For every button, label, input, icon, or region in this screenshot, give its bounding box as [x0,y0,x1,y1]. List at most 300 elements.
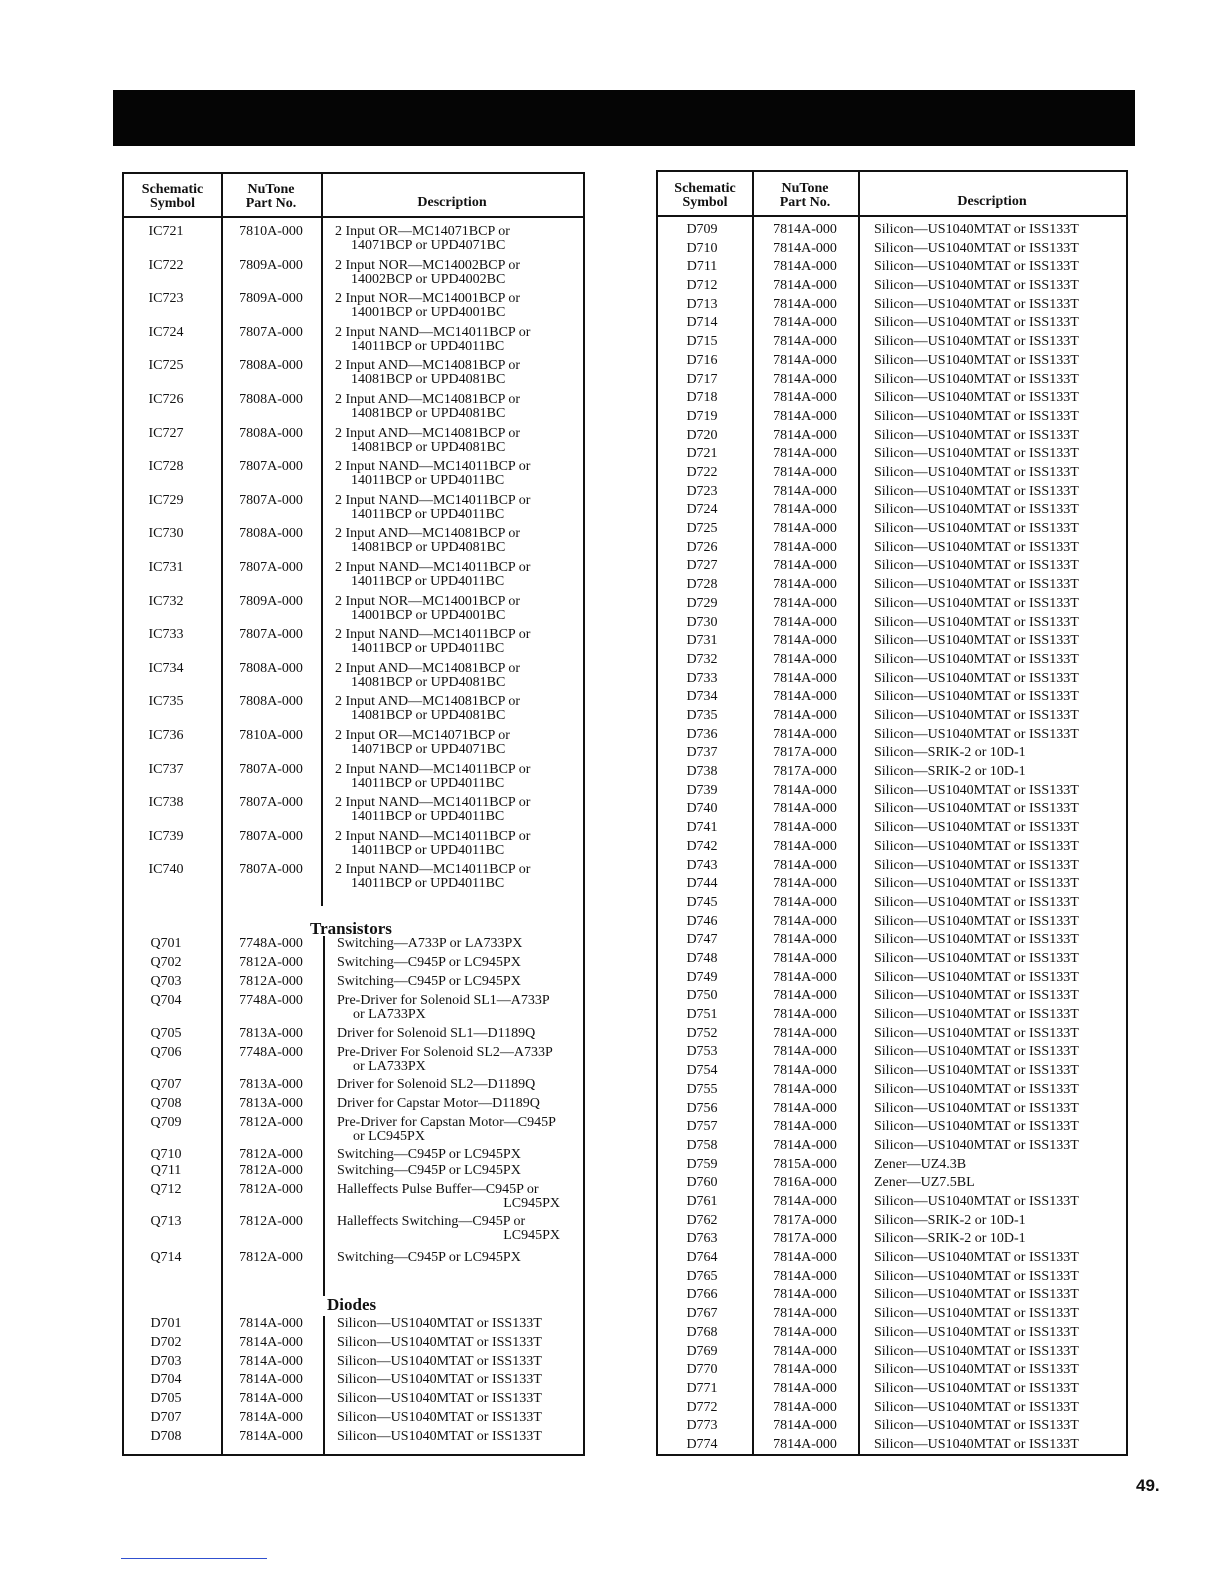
description: Silicon—US1040MTAT or ISS133T [874,895,1079,910]
parts-table-right [656,170,1128,1456]
schematic-symbol: D744 [686,876,718,891]
schematic-symbol: D765 [686,1269,718,1284]
description-line1: 2 Input AND—MC14081BCP or [335,661,521,676]
schematic-symbol: D747 [686,932,718,947]
description-line1: 2 Input NAND—MC14011BCP or [335,829,531,844]
part-number: 7814A-000 [773,932,837,947]
description: Silicon—US1040MTAT or ISS133T [874,633,1079,648]
schematic-symbol: D722 [686,465,718,480]
description-line1: 2 Input OR—MC14071BCP or [335,224,510,239]
schematic-symbol: IC734 [148,661,184,676]
schematic-symbol: D772 [686,1400,718,1415]
table-header [658,172,1126,217]
schematic-symbol: IC723 [148,291,184,306]
part-number: 7814A-000 [239,1372,303,1387]
description: Silicon—US1040MTAT or ISS133T [874,446,1079,461]
schematic-symbol: IC725 [148,358,184,373]
description: Silicon—US1040MTAT or ISS133T [874,315,1079,330]
description: Silicon—US1040MTAT or ISS133T [874,502,1079,517]
description-line2: 14011BCP or UPD4011BC [351,843,505,858]
description-line2: LC945PX [503,1228,560,1243]
part-number: 7814A-000 [773,1418,837,1433]
description-line1: Switching—C945P or LC945PX [337,955,521,970]
part-number: 7809A-000 [239,594,303,609]
schematic-symbol: D708 [150,1429,182,1444]
column-divider [323,1316,325,1454]
schematic-symbol: D725 [686,521,718,536]
part-number: 7814A-000 [773,577,837,592]
description: Silicon—US1040MTAT or ISS133T [874,932,1079,947]
description-line1: 2 Input NAND—MC14011BCP or [335,560,531,575]
description: Silicon—SRIK-2 or 10D-1 [874,1213,1026,1228]
part-number: 7807A-000 [239,459,303,474]
description-line1: Driver for Solenoid SL1—D1189Q [337,1026,536,1041]
description: Silicon—US1040MTAT or ISS133T [874,708,1079,723]
schematic-symbol: D732 [686,652,718,667]
column-divider [323,936,325,1296]
description: Silicon—US1040MTAT or ISS133T [874,1418,1079,1433]
schematic-symbol: IC737 [148,762,184,777]
part-number: 7814A-000 [773,1344,837,1359]
description: Silicon—US1040MTAT or ISS133T [874,1306,1079,1321]
part-number: 7813A-000 [239,1077,303,1092]
schematic-symbol: Q708 [150,1096,182,1111]
schematic-symbol: D719 [686,409,718,424]
description: Silicon—US1040MTAT or ISS133T [337,1354,542,1369]
schematic-symbol: IC726 [148,392,184,407]
part-number: 7809A-000 [239,258,303,273]
part-number: 7814A-000 [773,988,837,1003]
schematic-symbol: D702 [150,1335,182,1350]
schematic-symbol: D740 [686,801,718,816]
part-number: 7808A-000 [239,661,303,676]
schematic-symbol: D715 [686,334,718,349]
schematic-symbol: D764 [686,1250,718,1265]
part-number: 7808A-000 [239,392,303,407]
part-number: 7814A-000 [773,1044,837,1059]
description-line1: Switching—A733P or LA733PX [337,936,523,951]
schematic-symbol: IC727 [148,426,184,441]
header-bar [113,90,1135,146]
schematic-symbol: D724 [686,502,718,517]
part-number: 7814A-000 [773,1007,837,1022]
part-number: 7814A-000 [773,372,837,387]
description: Silicon—US1040MTAT or ISS133T [874,1250,1079,1265]
footer-rule [121,1558,267,1559]
description: Silicon—US1040MTAT or ISS133T [337,1372,542,1387]
header-symbol-line2: Symbol [682,195,728,210]
header-description-text: Description [957,194,1027,209]
schematic-symbol: Q711 [150,1163,182,1178]
header-part [221,174,321,216]
schematic-symbol: D742 [686,839,718,854]
part-number: 7814A-000 [773,1026,837,1041]
schematic-symbol: D729 [686,596,718,611]
schematic-symbol: D712 [686,278,718,293]
schematic-symbol: D773 [686,1418,718,1433]
description-line1: 2 Input NAND—MC14011BCP or [335,627,531,642]
description: Silicon—US1040MTAT or ISS133T [874,1437,1079,1452]
description-line2: or LA733PX [353,1059,426,1074]
part-number: 7814A-000 [773,540,837,555]
part-number: 7807A-000 [239,325,303,340]
part-number: 7814A-000 [773,241,837,256]
schematic-symbol: D766 [686,1287,718,1302]
schematic-symbol: D767 [686,1306,718,1321]
part-number: 7814A-000 [773,951,837,966]
description-line1: 2 Input NOR—MC14002BCP or [335,258,521,273]
description: Silicon—SRIK-2 or 10D-1 [874,764,1026,779]
description-line1: 2 Input OR—MC14071BCP or [335,728,510,743]
part-number: 7814A-000 [773,914,837,929]
header-description-text: Description [417,195,487,210]
schematic-symbol: Q701 [150,936,182,951]
description-line2: 14001BCP or UPD4001BC [351,305,506,320]
description: Silicon—US1040MTAT or ISS133T [874,1101,1079,1116]
header-symbol [658,172,752,215]
description: Silicon—US1040MTAT or ISS133T [874,334,1079,349]
description-line1: Halleffects Switching—C945P or [337,1214,526,1229]
description-line2: 14081BCP or UPD4081BC [351,675,506,690]
description-line1: Switching—C945P or LC945PX [337,1147,521,1162]
header-symbol-line1: Schematic [141,182,204,197]
header-description [858,172,1126,215]
schematic-symbol: D726 [686,540,718,555]
description-line1: Pre-Driver For Solenoid SL2—A733P [337,1045,553,1060]
schematic-symbol: Q705 [150,1026,182,1041]
part-number: 7814A-000 [239,1391,303,1406]
schematic-symbol: Q703 [150,974,182,989]
description-line1: Driver for Solenoid SL2—D1189Q [337,1077,536,1092]
part-number: 7814A-000 [239,1354,303,1369]
part-number: 7814A-000 [773,839,837,854]
part-number: 7814A-000 [773,484,837,499]
schematic-symbol: D733 [686,671,718,686]
part-number: 7812A-000 [239,1182,303,1197]
description-line2: 14081BCP or UPD4081BC [351,540,506,555]
part-number: 7748A-000 [239,1045,303,1060]
part-number: 7814A-000 [773,297,837,312]
schematic-symbol: D737 [686,745,718,760]
part-number: 7809A-000 [239,291,303,306]
parts-table-left [122,172,585,1456]
schematic-symbol: D752 [686,1026,718,1041]
description: Silicon—US1040MTAT or ISS133T [874,671,1079,686]
header-symbol-line2: Symbol [149,196,196,211]
schematic-symbol: D707 [150,1410,182,1425]
schematic-symbol: IC730 [148,526,184,541]
schematic-symbol: IC724 [148,325,184,340]
column-divider [321,174,323,906]
description: Silicon—US1040MTAT or ISS133T [874,577,1079,592]
description-line2: LC945PX [503,1196,560,1211]
schematic-symbol: IC732 [148,594,184,609]
part-number: 7814A-000 [773,1250,837,1265]
part-number: 7814A-000 [773,222,837,237]
description-line1: Switching—C945P or LC945PX [337,1250,521,1265]
part-number: 7814A-000 [773,390,837,405]
part-number: 7814A-000 [773,1101,837,1116]
header-part-line2: Part No. [245,196,297,211]
schematic-symbol: D760 [686,1175,718,1190]
description: Silicon—US1040MTAT or ISS133T [874,727,1079,742]
part-number: 7814A-000 [773,596,837,611]
part-number: 7807A-000 [239,560,303,575]
description-line2: 14011BCP or UPD4011BC [351,641,505,656]
schematic-symbol: D709 [686,222,718,237]
schematic-symbol: D717 [686,372,718,387]
schematic-symbol: D703 [150,1354,182,1369]
part-number: 7814A-000 [773,1437,837,1452]
description: Silicon—US1040MTAT or ISS133T [874,914,1079,929]
schematic-symbol: Q714 [150,1250,182,1265]
schematic-symbol: D711 [686,259,718,274]
description-line2: 14011BCP or UPD4011BC [351,574,505,589]
description: Silicon—US1040MTAT or ISS133T [337,1391,542,1406]
description: Silicon—US1040MTAT or ISS133T [874,372,1079,387]
schematic-symbol: Q712 [150,1182,182,1197]
description-line1: 2 Input AND—MC14081BCP or [335,694,521,709]
description: Silicon—US1040MTAT or ISS133T [874,970,1079,985]
part-number: 7814A-000 [773,521,837,536]
description: Silicon—US1040MTAT or ISS133T [874,1287,1079,1302]
schematic-symbol: D753 [686,1044,718,1059]
schematic-symbol: IC731 [148,560,184,575]
schematic-symbol: D750 [686,988,718,1003]
part-number: 7814A-000 [773,334,837,349]
schematic-symbol: D763 [686,1231,718,1246]
schematic-symbol: D771 [686,1381,718,1396]
schematic-symbol: Q704 [150,993,182,1008]
description: Silicon—US1040MTAT or ISS133T [874,596,1079,611]
description-line1: Halleffects Pulse Buffer—C945P or [337,1182,539,1197]
part-number: 7810A-000 [239,224,303,239]
schematic-symbol: D735 [686,708,718,723]
part-number: 7817A-000 [773,745,837,760]
part-number: 7812A-000 [239,1147,303,1162]
part-number: 7814A-000 [773,315,837,330]
description-line2: 14011BCP or UPD4011BC [351,876,505,891]
description: Silicon—US1040MTAT or ISS133T [874,1381,1079,1396]
header-symbol [124,174,221,216]
description-line1: 2 Input AND—MC14081BCP or [335,358,521,373]
description: Silicon—US1040MTAT or ISS133T [874,1044,1079,1059]
part-number: 7813A-000 [239,1096,303,1111]
description: Silicon—US1040MTAT or ISS133T [337,1335,542,1350]
part-number: 7814A-000 [773,428,837,443]
header-part-line2: Part No. [779,195,831,210]
schematic-symbol: IC740 [148,862,184,877]
description-line1: 2 Input NAND—MC14011BCP or [335,795,531,810]
description: Silicon—US1040MTAT or ISS133T [874,390,1079,405]
part-number: 7807A-000 [239,762,303,777]
part-number: 7814A-000 [239,1429,303,1444]
description-line2: 14081BCP or UPD4081BC [351,406,506,421]
part-number: 7814A-000 [773,1306,837,1321]
description: Silicon—SRIK-2 or 10D-1 [874,745,1026,760]
part-number: 7748A-000 [239,936,303,951]
description-line2: or LC945PX [353,1129,425,1144]
schematic-symbol: D758 [686,1138,718,1153]
description-line2: 14001BCP or UPD4001BC [351,608,506,623]
part-number: 7814A-000 [773,278,837,293]
description-line2: 14011BCP or UPD4011BC [351,776,505,791]
header-part-line1: NuTone [247,182,295,197]
schematic-symbol: D720 [686,428,718,443]
schematic-symbol: D743 [686,858,718,873]
description-line2: 14011BCP or UPD4011BC [351,809,505,824]
part-number: 7807A-000 [239,493,303,508]
part-number: 7814A-000 [773,708,837,723]
description: Silicon—US1040MTAT or ISS133T [874,876,1079,891]
schematic-symbol: D768 [686,1325,718,1340]
description: Silicon—US1040MTAT or ISS133T [874,1119,1079,1134]
part-number: 7813A-000 [239,1026,303,1041]
description-line2: 14011BCP or UPD4011BC [351,473,505,488]
description: Silicon—US1040MTAT or ISS133T [874,484,1079,499]
part-number: 7814A-000 [773,446,837,461]
description: Silicon—US1040MTAT or ISS133T [874,1194,1079,1209]
part-number: 7814A-000 [773,1194,837,1209]
description-line2: 14081BCP or UPD4081BC [351,440,506,455]
description-line1: 2 Input NAND—MC14011BCP or [335,493,531,508]
schematic-symbol: D734 [686,689,718,704]
description-line2: 14011BCP or UPD4011BC [351,507,505,522]
schematic-symbol: D704 [150,1372,182,1387]
part-number: 7814A-000 [773,820,837,835]
part-number: 7814A-000 [773,1400,837,1415]
part-number: 7817A-000 [773,1213,837,1228]
schematic-symbol: D710 [686,241,718,256]
description: Silicon—US1040MTAT or ISS133T [874,222,1079,237]
section-heading-diodes: Diodes [327,1295,377,1314]
schematic-symbol: Q709 [150,1115,182,1130]
header-symbol-line1: Schematic [674,181,736,196]
description: Silicon—US1040MTAT or ISS133T [337,1410,542,1425]
part-number: 7814A-000 [773,876,837,891]
part-number: 7814A-000 [773,1269,837,1284]
part-number: 7814A-000 [773,652,837,667]
part-number: 7814A-000 [773,615,837,630]
description: Silicon—US1040MTAT or ISS133T [874,465,1079,480]
column-divider [858,172,860,1454]
part-number: 7814A-000 [773,858,837,873]
part-number: 7814A-000 [773,671,837,686]
section-heading-transistors: Transistors [310,919,392,938]
description: Silicon—US1040MTAT or ISS133T [874,1026,1079,1041]
part-number: 7814A-000 [773,558,837,573]
part-number: 7814A-000 [773,633,837,648]
description: Silicon—US1040MTAT or ISS133T [874,428,1079,443]
schematic-symbol: IC733 [148,627,184,642]
description: Silicon—US1040MTAT or ISS133T [874,1269,1079,1284]
description-line2: 14071BCP or UPD4071BC [351,238,506,253]
description: Silicon—US1040MTAT or ISS133T [874,278,1079,293]
part-number: 7814A-000 [773,409,837,424]
part-number: 7816A-000 [773,1175,837,1190]
part-number: 7814A-000 [773,970,837,985]
part-number: 7814A-000 [773,727,837,742]
description: Silicon—US1040MTAT or ISS133T [874,521,1079,536]
description-line1: Pre-Driver for Solenoid SL1—A733P [337,993,550,1008]
schematic-symbol: D745 [686,895,718,910]
description-line2: or LA733PX [353,1007,426,1022]
schematic-symbol: D769 [686,1344,718,1359]
description-line1: 2 Input NOR—MC14001BCP or [335,291,521,306]
part-number: 7748A-000 [239,993,303,1008]
description-line1: 2 Input AND—MC14081BCP or [335,392,521,407]
description: Zener—UZ7.5BL [874,1175,975,1190]
description: Silicon—US1040MTAT or ISS133T [337,1429,542,1444]
schematic-symbol: D731 [686,633,718,648]
schematic-symbol: IC738 [148,795,184,810]
description: Silicon—US1040MTAT or ISS133T [874,558,1079,573]
description: Silicon—US1040MTAT or ISS133T [874,615,1079,630]
schematic-symbol: IC739 [148,829,184,844]
schematic-symbol: D716 [686,353,718,368]
description: Silicon—US1040MTAT or ISS133T [874,1082,1079,1097]
schematic-symbol: D746 [686,914,718,929]
part-number: 7807A-000 [239,627,303,642]
part-number: 7808A-000 [239,426,303,441]
part-number: 7814A-000 [773,1381,837,1396]
description: Silicon—US1040MTAT or ISS133T [874,801,1079,816]
part-number: 7814A-000 [239,1316,303,1331]
description-line2: 14071BCP or UPD4071BC [351,742,506,757]
part-number: 7814A-000 [773,353,837,368]
schematic-symbol: D721 [686,446,718,461]
schematic-symbol: D723 [686,484,718,499]
table-header [124,174,583,218]
schematic-symbol: IC721 [148,224,184,239]
part-number: 7814A-000 [773,1082,837,1097]
description: Silicon—US1040MTAT or ISS133T [337,1316,542,1331]
description-line2: 14002BCP or UPD4002BC [351,272,506,287]
schematic-symbol: D741 [686,820,718,835]
part-number: 7807A-000 [239,829,303,844]
schematic-symbol: Q706 [150,1045,182,1060]
part-number: 7814A-000 [239,1410,303,1425]
schematic-symbol: Q713 [150,1214,182,1229]
part-number: 7810A-000 [239,728,303,743]
description: Silicon—US1040MTAT or ISS133T [874,259,1079,274]
description: Zener—UZ4.3B [874,1157,967,1172]
schematic-symbol: IC736 [148,728,184,743]
schematic-symbol: Q707 [150,1077,182,1092]
description-line1: 2 Input AND—MC14081BCP or [335,426,521,441]
description: Silicon—US1040MTAT or ISS133T [874,241,1079,256]
description: Silicon—US1040MTAT or ISS133T [874,858,1079,873]
part-number: 7812A-000 [239,974,303,989]
part-number: 7814A-000 [773,1287,837,1302]
part-number: 7808A-000 [239,694,303,709]
header-part-line1: NuTone [781,181,829,196]
description: Silicon—US1040MTAT or ISS133T [874,540,1079,555]
description-line1: 2 Input NAND—MC14011BCP or [335,862,531,877]
description: Silicon—US1040MTAT or ISS133T [874,1362,1079,1377]
part-number: 7814A-000 [773,1138,837,1153]
schematic-symbol: D730 [686,615,718,630]
schematic-symbol: D718 [686,390,718,405]
description: Silicon—US1040MTAT or ISS133T [874,297,1079,312]
description: Silicon—US1040MTAT or ISS133T [874,409,1079,424]
description: Silicon—US1040MTAT or ISS133T [874,1344,1079,1359]
part-number: 7814A-000 [773,465,837,480]
description-line1: Switching—C945P or LC945PX [337,974,521,989]
description: Silicon—US1040MTAT or ISS133T [874,951,1079,966]
part-number: 7812A-000 [239,1163,303,1178]
schematic-symbol: D756 [686,1101,718,1116]
